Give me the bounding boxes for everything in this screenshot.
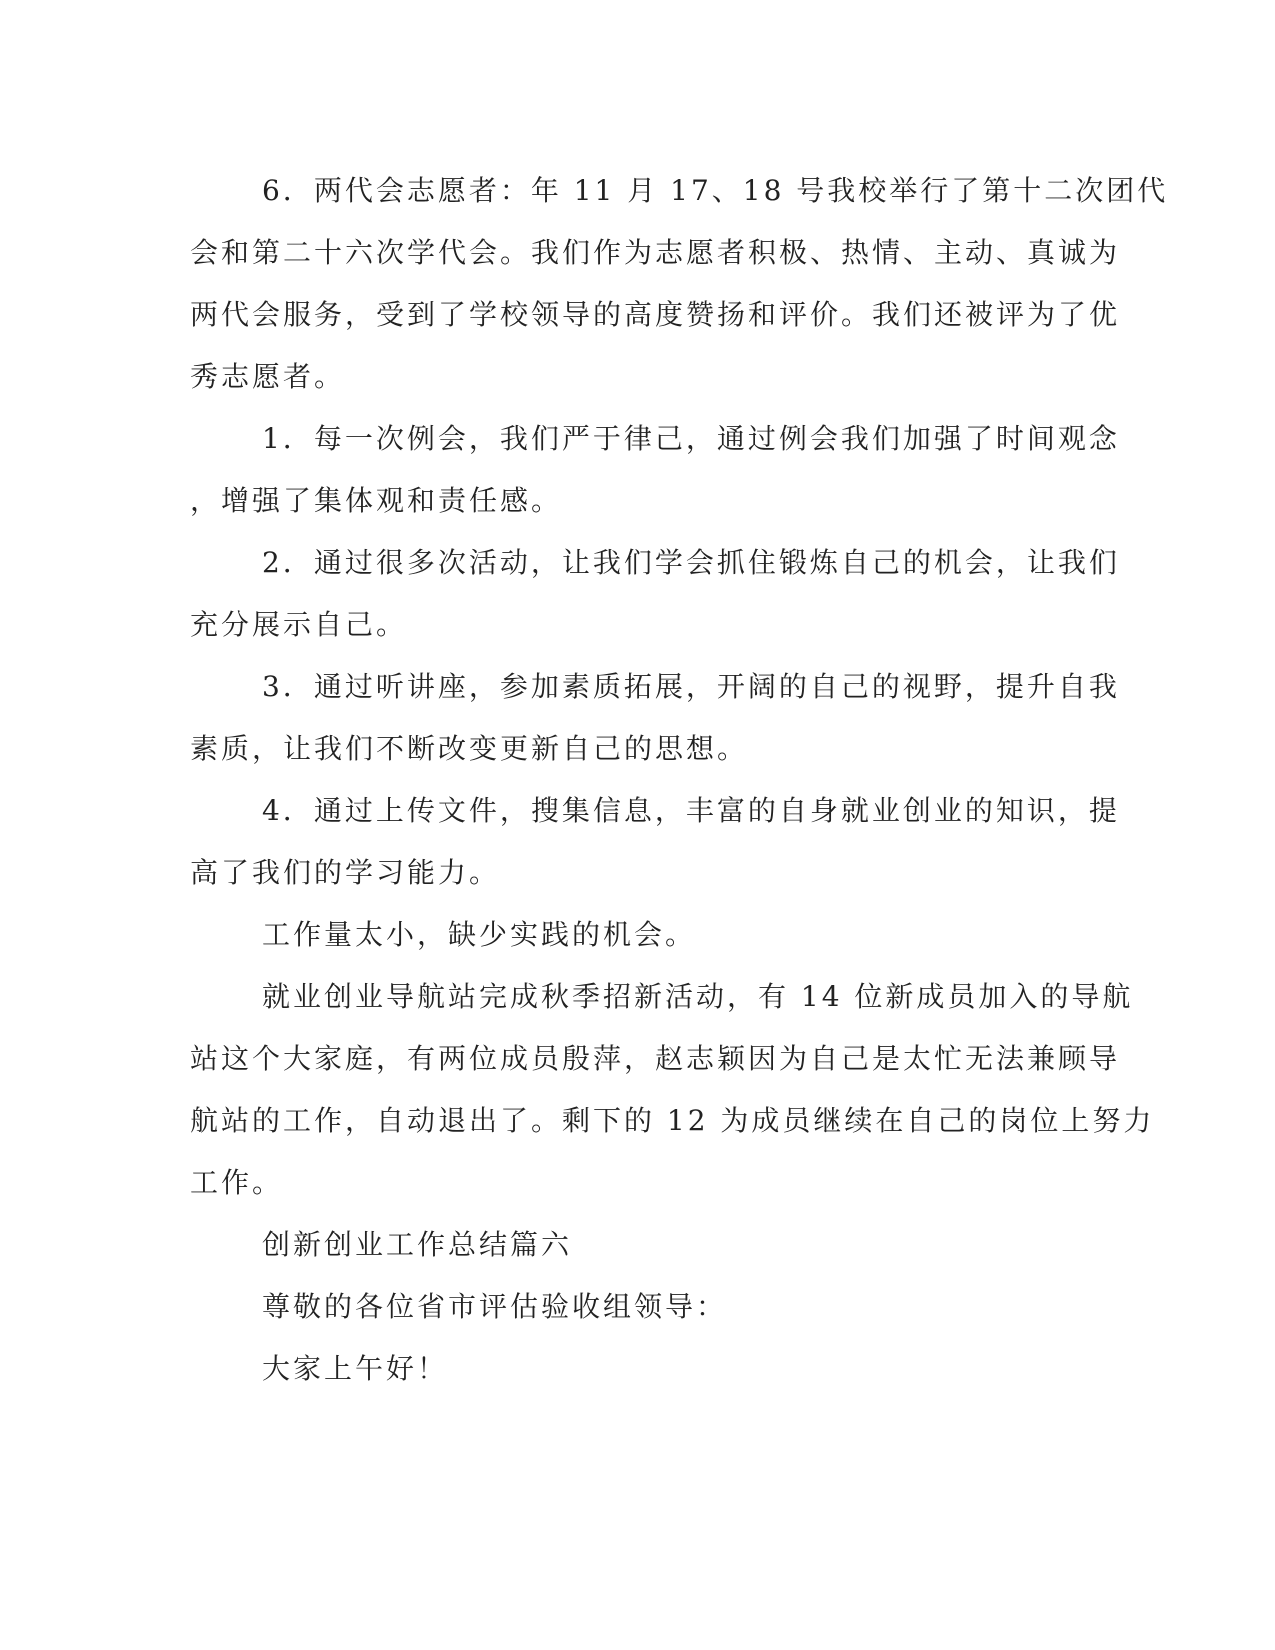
paragraph-volunteers-line-4: 秀志愿者。 — [190, 360, 346, 393]
paragraph-recruitment-line-3: 航站的工作，自动退出了。剩下的 12 为成员继续在自己的岗位上努力 — [190, 1104, 1155, 1137]
list-item-1-line-2: ，增强了集体观和责任感。 — [190, 484, 563, 517]
list-item-2-line-1: 2．通过很多次活动，让我们学会抓住锻炼自己的机会，让我们 — [262, 546, 1120, 579]
list-item-3-line-2: 素质，让我们不断改变更新自己的思想。 — [190, 732, 749, 765]
paragraph-recruitment-line-1: 就业创业导航站完成秋季招新活动，有 14 位新成员加入的导航 — [262, 980, 1134, 1013]
document-body — [190, 160, 1169, 1400]
paragraph-volunteers-line-3: 两代会服务，受到了学校领导的高度赞扬和评价。我们还被评为了优 — [190, 298, 1121, 331]
list-item-3-line-1: 3．通过听讲座，参加素质拓展，开阔的自己的视野，提升自我 — [262, 670, 1120, 703]
paragraph-volunteers-line-1: 6．两代会志愿者：年 11 月 17、18 号我校举行了第十二次团代 — [262, 174, 1169, 207]
list-item-4-line-1: 4．通过上传文件，搜集信息，丰富的自身就业创业的知识，提 — [262, 794, 1120, 827]
paragraph-recruitment-line-4: 工作。 — [190, 1166, 284, 1199]
paragraph-recruitment-line-2: 站这个大家庭，有两位成员殷萍，赵志颖因为自己是太忙无法兼顾导 — [190, 1042, 1121, 1075]
greeting: 大家上午好！ — [262, 1352, 449, 1385]
list-item-2-line-2: 充分展示自己。 — [190, 608, 408, 641]
list-item-1-line-1: 1．每一次例会，我们严于律己，通过例会我们加强了时间观念 — [262, 422, 1120, 455]
paragraph-shortcoming: 工作量太小，缺少实践的机会。 — [262, 918, 697, 951]
paragraph-volunteers-line-2: 会和第二十六次学代会。我们作为志愿者积极、热情、主动、真诚为 — [190, 236, 1121, 269]
list-item-4-line-2: 高了我们的学习能力。 — [190, 856, 501, 889]
salutation: 尊敬的各位省市评估验收组领导： — [262, 1290, 728, 1323]
section-heading: 创新创业工作总结篇六 — [262, 1228, 573, 1261]
